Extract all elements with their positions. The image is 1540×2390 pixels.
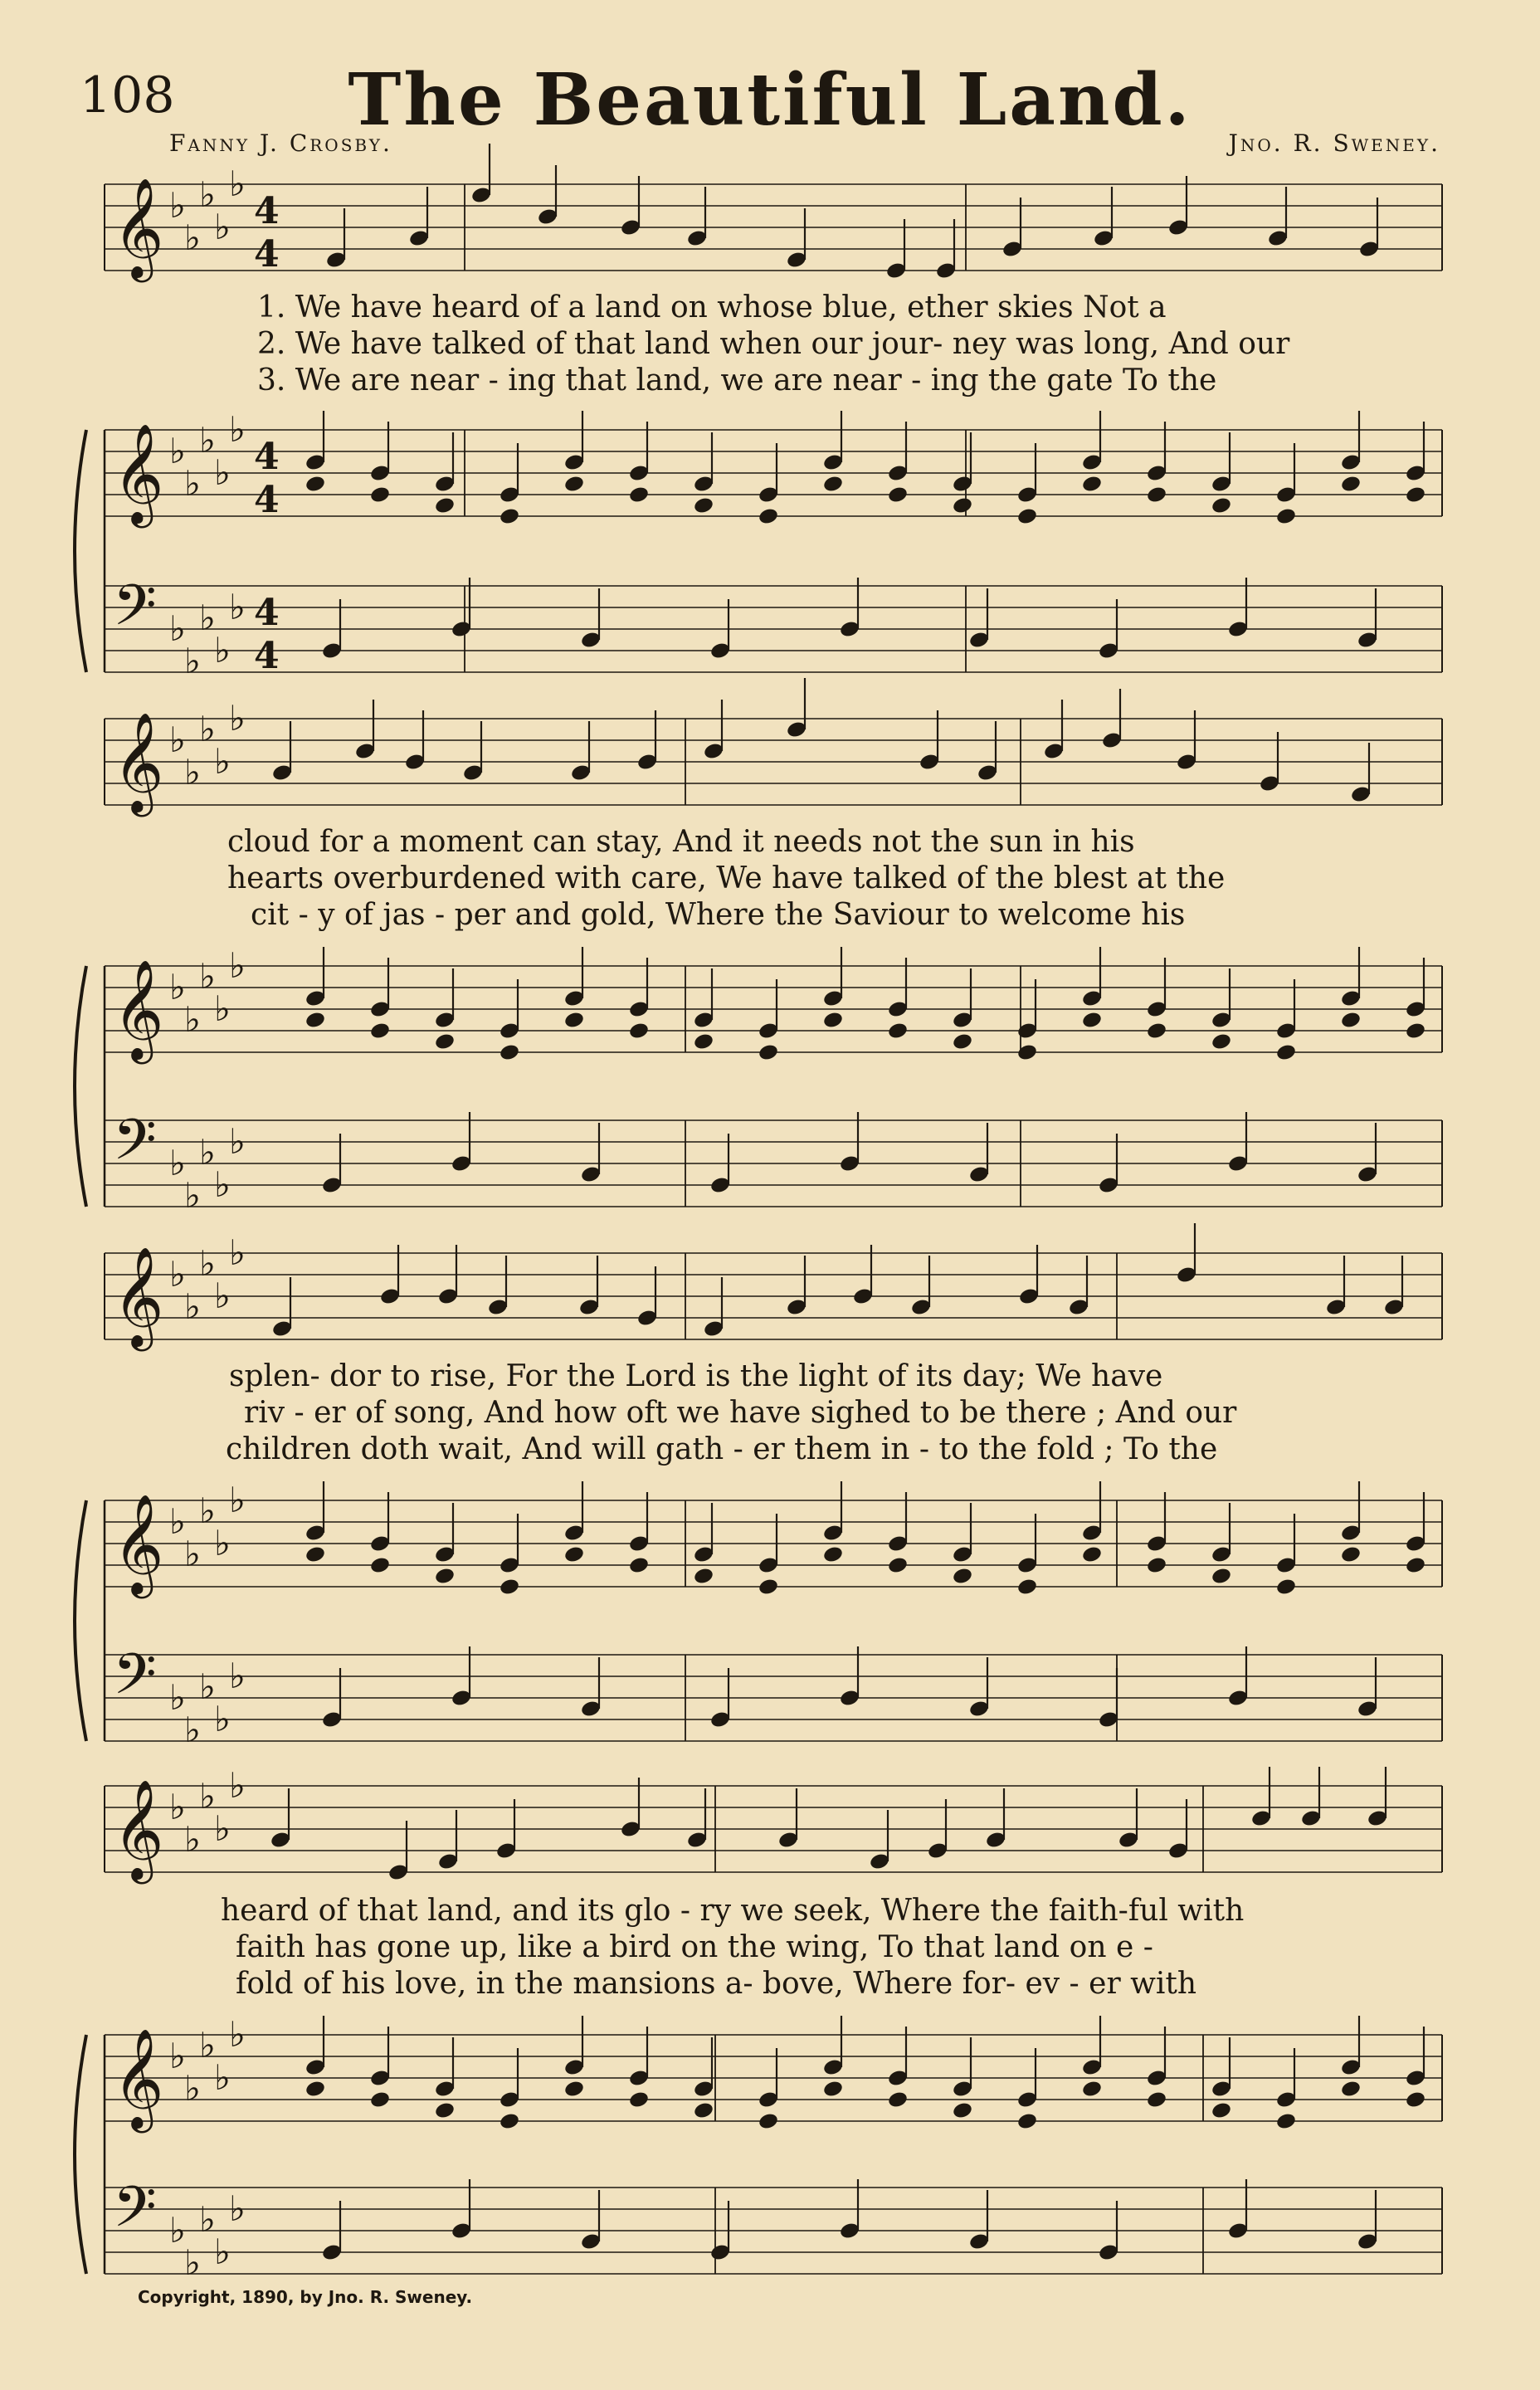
- lyric-line: faith has gone up, like a bird on the wing, To that land on e -: [236, 1930, 1153, 1964]
- flat-sign: ♭: [184, 463, 201, 504]
- flat-sign: ♭: [199, 1776, 216, 1817]
- flat-sign: ♭: [184, 1710, 201, 1750]
- time-signature-bottom: 4: [254, 479, 280, 521]
- note-head: [952, 1032, 973, 1051]
- treble-clef: 𝄞: [113, 1493, 164, 1594]
- flat-sign: ♭: [214, 207, 231, 247]
- flat-sign: ♭: [229, 2014, 246, 2055]
- flat-sign: ♭: [214, 1164, 231, 1205]
- flat-sign: ♭: [229, 2188, 246, 2229]
- note-head: [887, 2090, 909, 2110]
- note-head: [758, 1043, 779, 1062]
- note-head: [369, 1556, 391, 1575]
- note-head: [1081, 1545, 1103, 1564]
- flat-sign: ♭: [229, 1656, 246, 1696]
- note-head: [305, 2080, 326, 2099]
- note-head: [305, 1011, 326, 1030]
- flat-sign: ♭: [169, 185, 186, 226]
- note-head: [434, 2101, 456, 2120]
- note-head: [1146, 1022, 1167, 1041]
- flat-sign: ♭: [184, 2242, 201, 2283]
- note-head: [1275, 1043, 1297, 1062]
- note-head: [1016, 1578, 1038, 1597]
- time-signature-bottom: 4: [254, 635, 280, 677]
- flat-sign: ♭: [169, 1677, 186, 1718]
- time-signature-bottom: 4: [254, 233, 280, 276]
- note-head: [1211, 2101, 1232, 2120]
- note-head: [563, 1011, 585, 1030]
- lyric-line: heard of that land, and its glo - ry we seek, Where the faith-ful with: [221, 1894, 1245, 1928]
- flat-sign: ♭: [199, 420, 216, 461]
- note-head: [952, 496, 973, 515]
- flat-sign: ♭: [229, 409, 246, 450]
- note-head: [822, 1011, 844, 1030]
- flat-sign: ♭: [199, 2025, 216, 2066]
- flat-sign: ♭: [184, 999, 201, 1040]
- bass-clef: 𝄢: [113, 1642, 157, 1721]
- flat-sign: ♭: [199, 1490, 216, 1531]
- flat-sign: ♭: [169, 967, 186, 1007]
- flat-sign: ♭: [169, 2210, 186, 2251]
- composer-credit: Jno. R. Sweney.: [1228, 129, 1440, 157]
- flat-sign: ♭: [184, 217, 201, 258]
- flat-sign: ♭: [199, 174, 216, 215]
- note-head: [952, 1567, 973, 1586]
- note-head: [305, 475, 326, 494]
- note-head: [693, 496, 714, 515]
- note-head: [1016, 1043, 1038, 1062]
- note-head: [1405, 1022, 1426, 1041]
- flat-sign: ♭: [184, 641, 201, 681]
- note-head: [822, 2080, 844, 2099]
- time-signature-top: 4: [254, 592, 280, 634]
- brace: [75, 1500, 86, 1741]
- time-signature-top: 4: [254, 190, 280, 232]
- note-head: [1211, 1567, 1232, 1586]
- note-head: [1081, 2080, 1103, 2099]
- note-head: [887, 485, 909, 505]
- author-credit: Fanny J. Crosby.: [169, 129, 392, 157]
- note-head: [499, 2112, 520, 2131]
- note-head: [563, 1545, 585, 1564]
- brace: [75, 2035, 86, 2274]
- bass-clef: 𝄢: [113, 573, 157, 652]
- treble-clef: 𝄞: [113, 711, 164, 812]
- note-head: [369, 1022, 391, 1041]
- note-head: [369, 2090, 391, 2110]
- note-head: [1081, 475, 1103, 494]
- note-head: [563, 2080, 585, 2099]
- note-head: [1405, 1556, 1426, 1575]
- flat-sign: ♭: [169, 719, 186, 760]
- flat-sign: ♭: [229, 1480, 246, 1520]
- lyric-line: hearts overburdened with care, We have talked of the blest at the: [227, 861, 1226, 895]
- bass-clef: 𝄢: [113, 1108, 157, 1187]
- lyric-line: splen- dor to rise, For the Lord is the light of its day; We have: [229, 1359, 1163, 1393]
- flat-sign: ♭: [169, 1254, 186, 1295]
- flat-sign: ♭: [169, 1501, 186, 1542]
- copyright-notice: Copyright, 1890, by Jno. R. Sweney.: [138, 2287, 473, 2307]
- note-head: [1405, 2090, 1426, 2110]
- flat-sign: ♭: [184, 1175, 201, 1216]
- treble-clef: 𝄞: [113, 422, 164, 524]
- note-head: [1340, 2080, 1362, 2099]
- flat-sign: ♭: [214, 1275, 231, 1316]
- treble-clef: 𝄞: [113, 177, 164, 278]
- flat-sign: ♭: [229, 1232, 246, 1273]
- note-head: [887, 1022, 909, 1041]
- flat-sign: ♭: [229, 1121, 246, 1162]
- lyric-line: cit - y of jas - per and gold, Where the Saviour to welcome his: [251, 898, 1186, 932]
- note-head: [1275, 1578, 1297, 1597]
- note-head: [758, 2112, 779, 2131]
- flat-sign: ♭: [214, 2231, 231, 2272]
- flat-sign: ♭: [199, 709, 216, 749]
- lyric-line: fold of his love, in the mansions a- bove, Where for- ev - er with: [236, 1967, 1197, 2001]
- flat-sign: ♭: [214, 630, 231, 671]
- note-head: [1405, 485, 1426, 505]
- note-head: [1081, 1011, 1103, 1030]
- note-head: [1275, 2112, 1297, 2131]
- hymn-title: The Beautiful Land.: [348, 58, 1192, 142]
- page-number: 108: [80, 66, 175, 124]
- flat-sign: ♭: [229, 698, 246, 739]
- treble-clef: 𝄞: [113, 2027, 164, 2129]
- flat-sign: ♭: [229, 587, 246, 627]
- brace: [75, 430, 86, 672]
- brace: [75, 966, 86, 1207]
- treble-clef: 𝄞: [113, 1246, 164, 1347]
- lyric-line: children doth wait, And will gath - er them in - to the fold ; To the: [226, 1432, 1218, 1466]
- note-head: [499, 507, 520, 526]
- flat-sign: ♭: [229, 1765, 246, 1806]
- note-head: [434, 1567, 456, 1586]
- bass-clef: 𝄢: [113, 2175, 157, 2254]
- note-head: [628, 485, 650, 505]
- note-head: [693, 2101, 714, 2120]
- flat-sign: ♭: [184, 1286, 201, 1327]
- flat-sign: ♭: [169, 1787, 186, 1827]
- flat-sign: ♭: [184, 1819, 201, 1860]
- note-head: [1146, 485, 1167, 505]
- note-head: [369, 485, 391, 505]
- flat-sign: ♭: [184, 1534, 201, 1574]
- lyric-line: cloud for a moment can stay, And it needs not the sun in his: [227, 825, 1135, 859]
- note-head: [563, 475, 585, 494]
- flat-sign: ♭: [169, 2036, 186, 2076]
- note-head: [1340, 1545, 1362, 1564]
- note-head: [1275, 507, 1297, 526]
- note-head: [1016, 2112, 1038, 2131]
- flat-sign: ♭: [214, 1699, 231, 1739]
- lyric-line: 3. We are near - ing that land, we are near - ing the gate To the: [257, 363, 1217, 398]
- flat-sign: ♭: [184, 752, 201, 793]
- flat-sign: ♭: [214, 741, 231, 782]
- note-head: [499, 1578, 520, 1597]
- time-signature-top: 4: [254, 436, 280, 478]
- note-head: [822, 1545, 844, 1564]
- note-head: [499, 1043, 520, 1062]
- note-head: [1016, 507, 1038, 526]
- flat-sign: ♭: [199, 598, 216, 638]
- flat-sign: ♭: [169, 608, 186, 649]
- treble-clef: 𝄞: [113, 958, 164, 1060]
- flat-sign: ♭: [214, 2057, 231, 2098]
- treble-clef: 𝄞: [113, 1778, 164, 1880]
- note-head: [434, 1032, 456, 1051]
- flat-sign: ♭: [214, 988, 231, 1029]
- note-head: [1146, 2090, 1167, 2110]
- note-head: [434, 496, 456, 515]
- note-head: [1340, 475, 1362, 494]
- note-head: [822, 475, 844, 494]
- note-head: [628, 1556, 650, 1575]
- flat-sign: ♭: [199, 1132, 216, 1173]
- note-head: [628, 1022, 650, 1041]
- note-head: [693, 1567, 714, 1586]
- note-head: [628, 2090, 650, 2110]
- note-head: [305, 1545, 326, 1564]
- note-head: [1146, 1556, 1167, 1575]
- lyric-line: riv - er of song, And how oft we have sighed to be there ; And our: [244, 1396, 1237, 1430]
- flat-sign: ♭: [199, 956, 216, 997]
- flat-sign: ♭: [229, 163, 246, 204]
- note-head: [1211, 1032, 1232, 1051]
- flat-sign: ♭: [229, 945, 246, 986]
- note-head: [1340, 1011, 1362, 1030]
- note-head: [887, 1556, 909, 1575]
- note-head: [1211, 496, 1232, 515]
- lyric-line: 1. We have heard of a land on whose blue, ether skies Not a: [257, 290, 1167, 324]
- lyric-line: 2. We have talked of that land when our jour- ney was long, And our: [257, 327, 1290, 361]
- flat-sign: ♭: [199, 1666, 216, 1707]
- note-head: [693, 1032, 714, 1051]
- flat-sign: ♭: [169, 431, 186, 471]
- flat-sign: ♭: [199, 1243, 216, 1284]
- note-head: [952, 2101, 973, 2120]
- note-head: [758, 507, 779, 526]
- flat-sign: ♭: [214, 452, 231, 493]
- flat-sign: ♭: [184, 2068, 201, 2109]
- flat-sign: ♭: [169, 1143, 186, 1183]
- flat-sign: ♭: [199, 2199, 216, 2240]
- flat-sign: ♭: [214, 1523, 231, 1563]
- note-head: [758, 1578, 779, 1597]
- flat-sign: ♭: [214, 1808, 231, 1849]
